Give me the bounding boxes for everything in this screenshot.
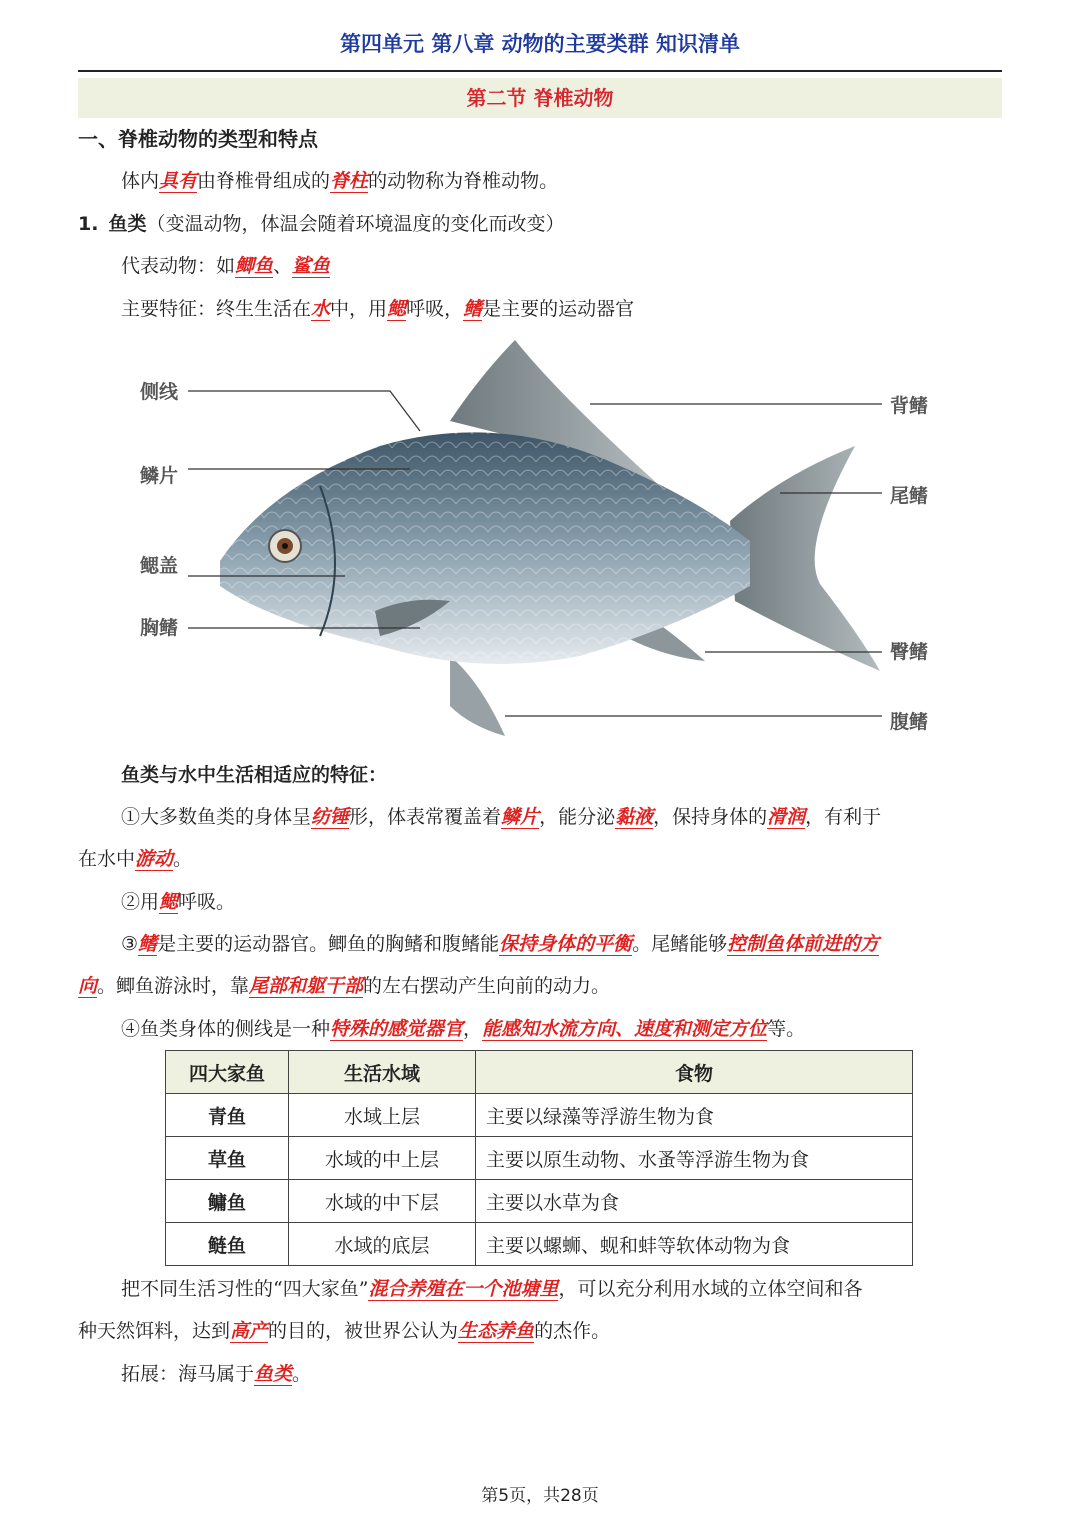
extension-note: 拓展：海马属于鱼类。 bbox=[121, 1363, 312, 1385]
page-number: 第5页，共28页 bbox=[481, 1486, 599, 1506]
main-features: 主要特征：终生生活在水中，用鳃呼吸，鳍是主要的运动器官 bbox=[121, 298, 635, 320]
table-header: 生活水域 bbox=[289, 1051, 476, 1094]
fish-name: 青鱼 bbox=[166, 1094, 289, 1137]
table-header: 食物 bbox=[476, 1051, 913, 1094]
intro-paragraph: 体内具有由脊椎骨组成的脊柱的动物称为脊椎动物。 bbox=[121, 170, 559, 192]
table-row bbox=[166, 1180, 913, 1223]
water-zone: 水域上层 bbox=[289, 1094, 476, 1137]
label-dorsal-fin: 背鳍 bbox=[890, 395, 929, 417]
fish-name: 鳙鱼 bbox=[166, 1180, 289, 1223]
heading-vertebrate-types: 一、脊椎动物的类型和特点 bbox=[78, 127, 318, 151]
table-row bbox=[166, 1223, 913, 1266]
adaptation-3-line1: ③鳍是主要的运动器官。鲫鱼的胸鳍和腹鳍能保持身体的平衡。尾鳍能够控制鱼体前进的方 bbox=[121, 933, 880, 955]
header-divider bbox=[78, 70, 1002, 72]
fish-anatomy-diagram bbox=[120, 336, 950, 746]
adaptation-1-line1: ①大多数鱼类的身体呈纺锤形，体表常覆盖着鳞片，能分泌黏液，保持身体的滑润，有利于 bbox=[121, 806, 882, 828]
fish-name: 草鱼 bbox=[166, 1137, 289, 1180]
fish-food: 主要以水草为食 bbox=[476, 1180, 913, 1223]
label-scales: 鳞片 bbox=[140, 465, 179, 487]
fish-name: 鲢鱼 bbox=[166, 1223, 289, 1266]
table-row bbox=[166, 1137, 913, 1180]
fish-food: 主要以绿藻等浮游生物为食 bbox=[476, 1094, 913, 1137]
pelvic-fin bbox=[450, 656, 505, 736]
label-lateral-line: 侧线 bbox=[140, 381, 179, 403]
label-tail-fin: 尾鳍 bbox=[890, 485, 929, 507]
water-zone: 水域的中下层 bbox=[289, 1180, 476, 1223]
label-pelvic-fin: 腹鳍 bbox=[890, 711, 929, 733]
fish-food: 主要以原生动物、水蚤等浮游生物为食 bbox=[476, 1137, 913, 1180]
summary-line2: 种天然饵料，达到高产的目的，被世界公认为生态养鱼的杰作。 bbox=[78, 1320, 611, 1342]
representative-animals: 代表动物：如鲫鱼、鲨鱼 bbox=[121, 255, 331, 277]
table-row bbox=[166, 1094, 913, 1137]
fish-food: 主要以螺蛳、蚬和蚌等软体动物为食 bbox=[476, 1223, 913, 1266]
label-pectoral-fin: 胸鳍 bbox=[140, 617, 179, 639]
table-header: 四大家鱼 bbox=[166, 1051, 289, 1094]
adaptation-heading: 鱼类与水中生活相适应的特征： bbox=[121, 764, 388, 786]
tail-fin bbox=[730, 446, 880, 671]
table-header-row bbox=[166, 1051, 913, 1094]
adaptation-1-line2: 在水中游动。 bbox=[78, 848, 193, 870]
fish-heading: 1. 鱼类（变温动物，体温会随着环境温度的变化而改变） bbox=[78, 213, 565, 235]
label-anal-fin: 臀鳍 bbox=[890, 641, 929, 663]
document-header: 第四单元 第八章 动物的主要类群 知识清单 bbox=[340, 32, 740, 56]
adaptation-3-line2: 向。鲫鱼游泳时，靠尾部和躯干部的左右摆动产生向前的动力。 bbox=[78, 975, 611, 997]
adaptation-2: ②用鳃呼吸。 bbox=[121, 891, 236, 913]
four-major-fish-table bbox=[165, 1050, 913, 1266]
summary-line1: 把不同生活习性的“四大家鱼”混合养殖在一个池塘里，可以充分利用水域的立体空间和各 bbox=[121, 1278, 863, 1300]
water-zone: 水域的底层 bbox=[289, 1223, 476, 1266]
adaptation-4: ④鱼类身体的侧线是一种特殊的感觉器官，能感知水流方向、速度和测定方位等。 bbox=[121, 1018, 806, 1040]
label-gill-cover: 鳃盖 bbox=[140, 555, 179, 577]
water-zone: 水域的中上层 bbox=[289, 1137, 476, 1180]
section-title: 第二节 脊椎动物 bbox=[78, 78, 1002, 118]
